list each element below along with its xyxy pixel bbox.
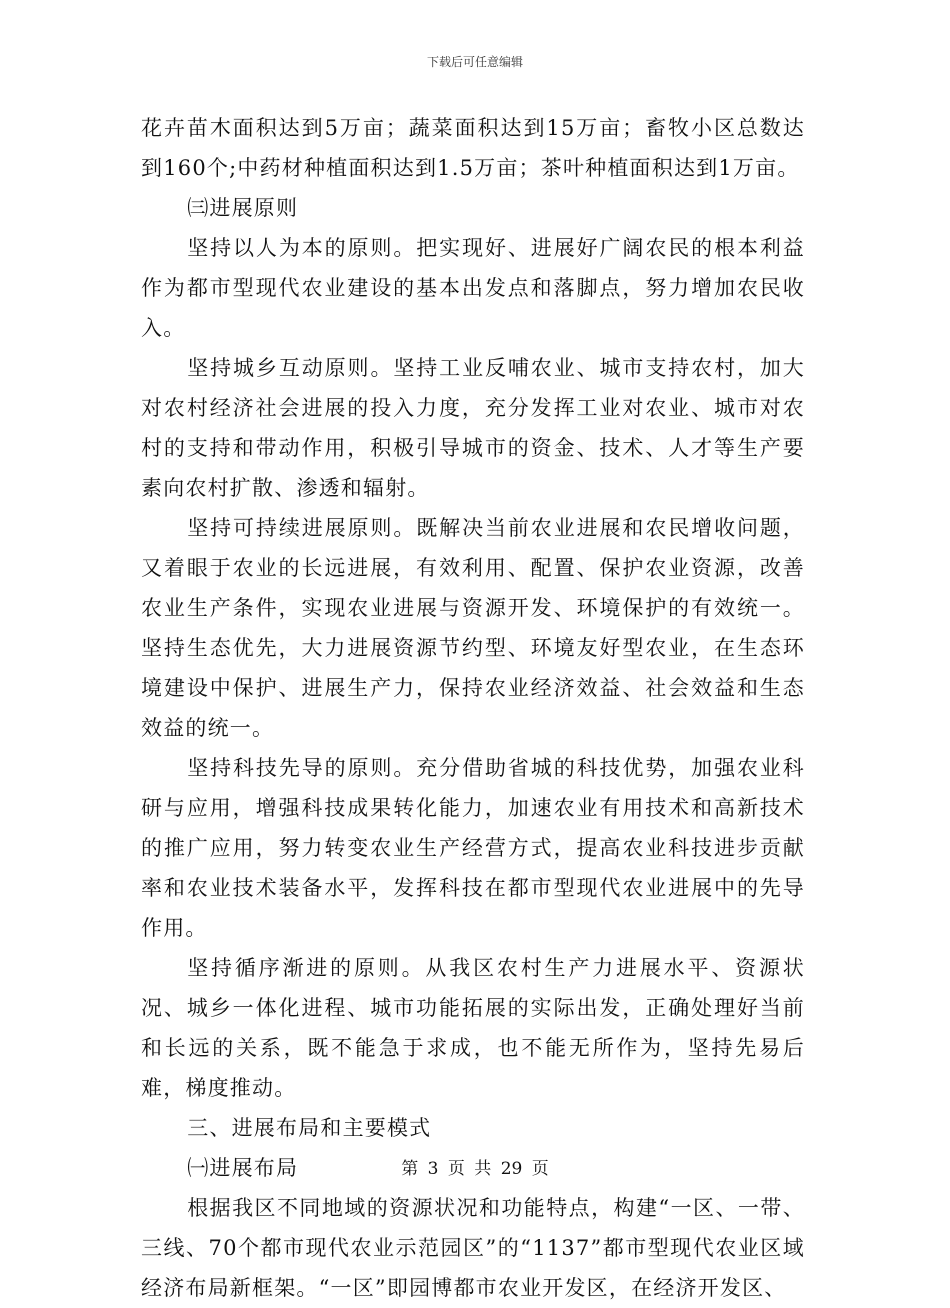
paragraph-layout-framework: 根据我区不同地域的资源状况和功能特点，构建“一区、一带、三线、70个都市现代农业示范园区”的“1137”都市型现代农业区域经济布局新框架。“一区”即园博都市农业开发区，在经济开发区、 [141,1196,805,1300]
subsection-heading-layout: ㈠进展布局 [187,1156,299,1180]
paragraph-technology: 坚持科技先导的原则。充分借助省城的科技优势，加强农业科研与应用，增强科技成果转化能力，加速农业有用技术和高新技术的推广应用，努力转变农业生产经营方式，提高农业科技进步贡献率和农业技术装备水平，发挥科技在都市型现代农业进展中的先导作用。 [141,756,805,940]
paragraph-gradual: 坚持循序渐进的原则。从我区农村生产力进展水平、资源状况、城乡一体化进程、城市功能拓展的实际出发，正确处理好当前和长远的关系，既不能急于求成，也不能无所作为，坚持先易后难，梯度推动。 [141,956,805,1100]
section-heading-layout-models: 三、进展布局和主要模式 [187,1116,432,1140]
paragraph-1: 花卉苗木面积达到5万亩；蔬菜面积达到15万亩；畜牧小区总数达到160个;中药材种植面积达到1.5万亩；茶叶种植面积达到1万亩。 [141,116,805,180]
paragraph-people-oriented: 坚持以人为本的原则。把实现好、进展好广阔农民的根本利益作为都市型现代农业建设的基本出发点和落脚点，努力增加农民收入。 [141,236,805,340]
paragraph-urban-rural: 坚持城乡互动原则。坚持工业反哺农业、城市支持农村，加大对农村经济社会进展的投入力度，充分发挥工业对农业、城市对农村的支持和带动作用，积极引导城市的资金、技术、人才等生产要素向农村扩散、渗透和辐射。 [141,356,805,500]
page-footer: 第 3 页 共 29 页 [401,1159,549,1179]
page-header: 下载后可任意编辑 [426,55,523,69]
paragraph-sustainable: 坚持可持续进展原则。既解决当前农业进展和农民增收问题，又着眼于农业的长远进展，有效利用、配置、保护农业资源，改善农业生产条件，实现农业进展与资源开发、环境保护的有效统一。坚持生态优先，大力进展资源节约型、环境友好型农业，在生态环境建设中保护、进展生产力，保持农业经济效益、社会效益和生态效益的统一。 [141,516,805,740]
document-body [141,108,805,1308]
section-heading-principles: ㈢进展原则 [187,196,299,220]
